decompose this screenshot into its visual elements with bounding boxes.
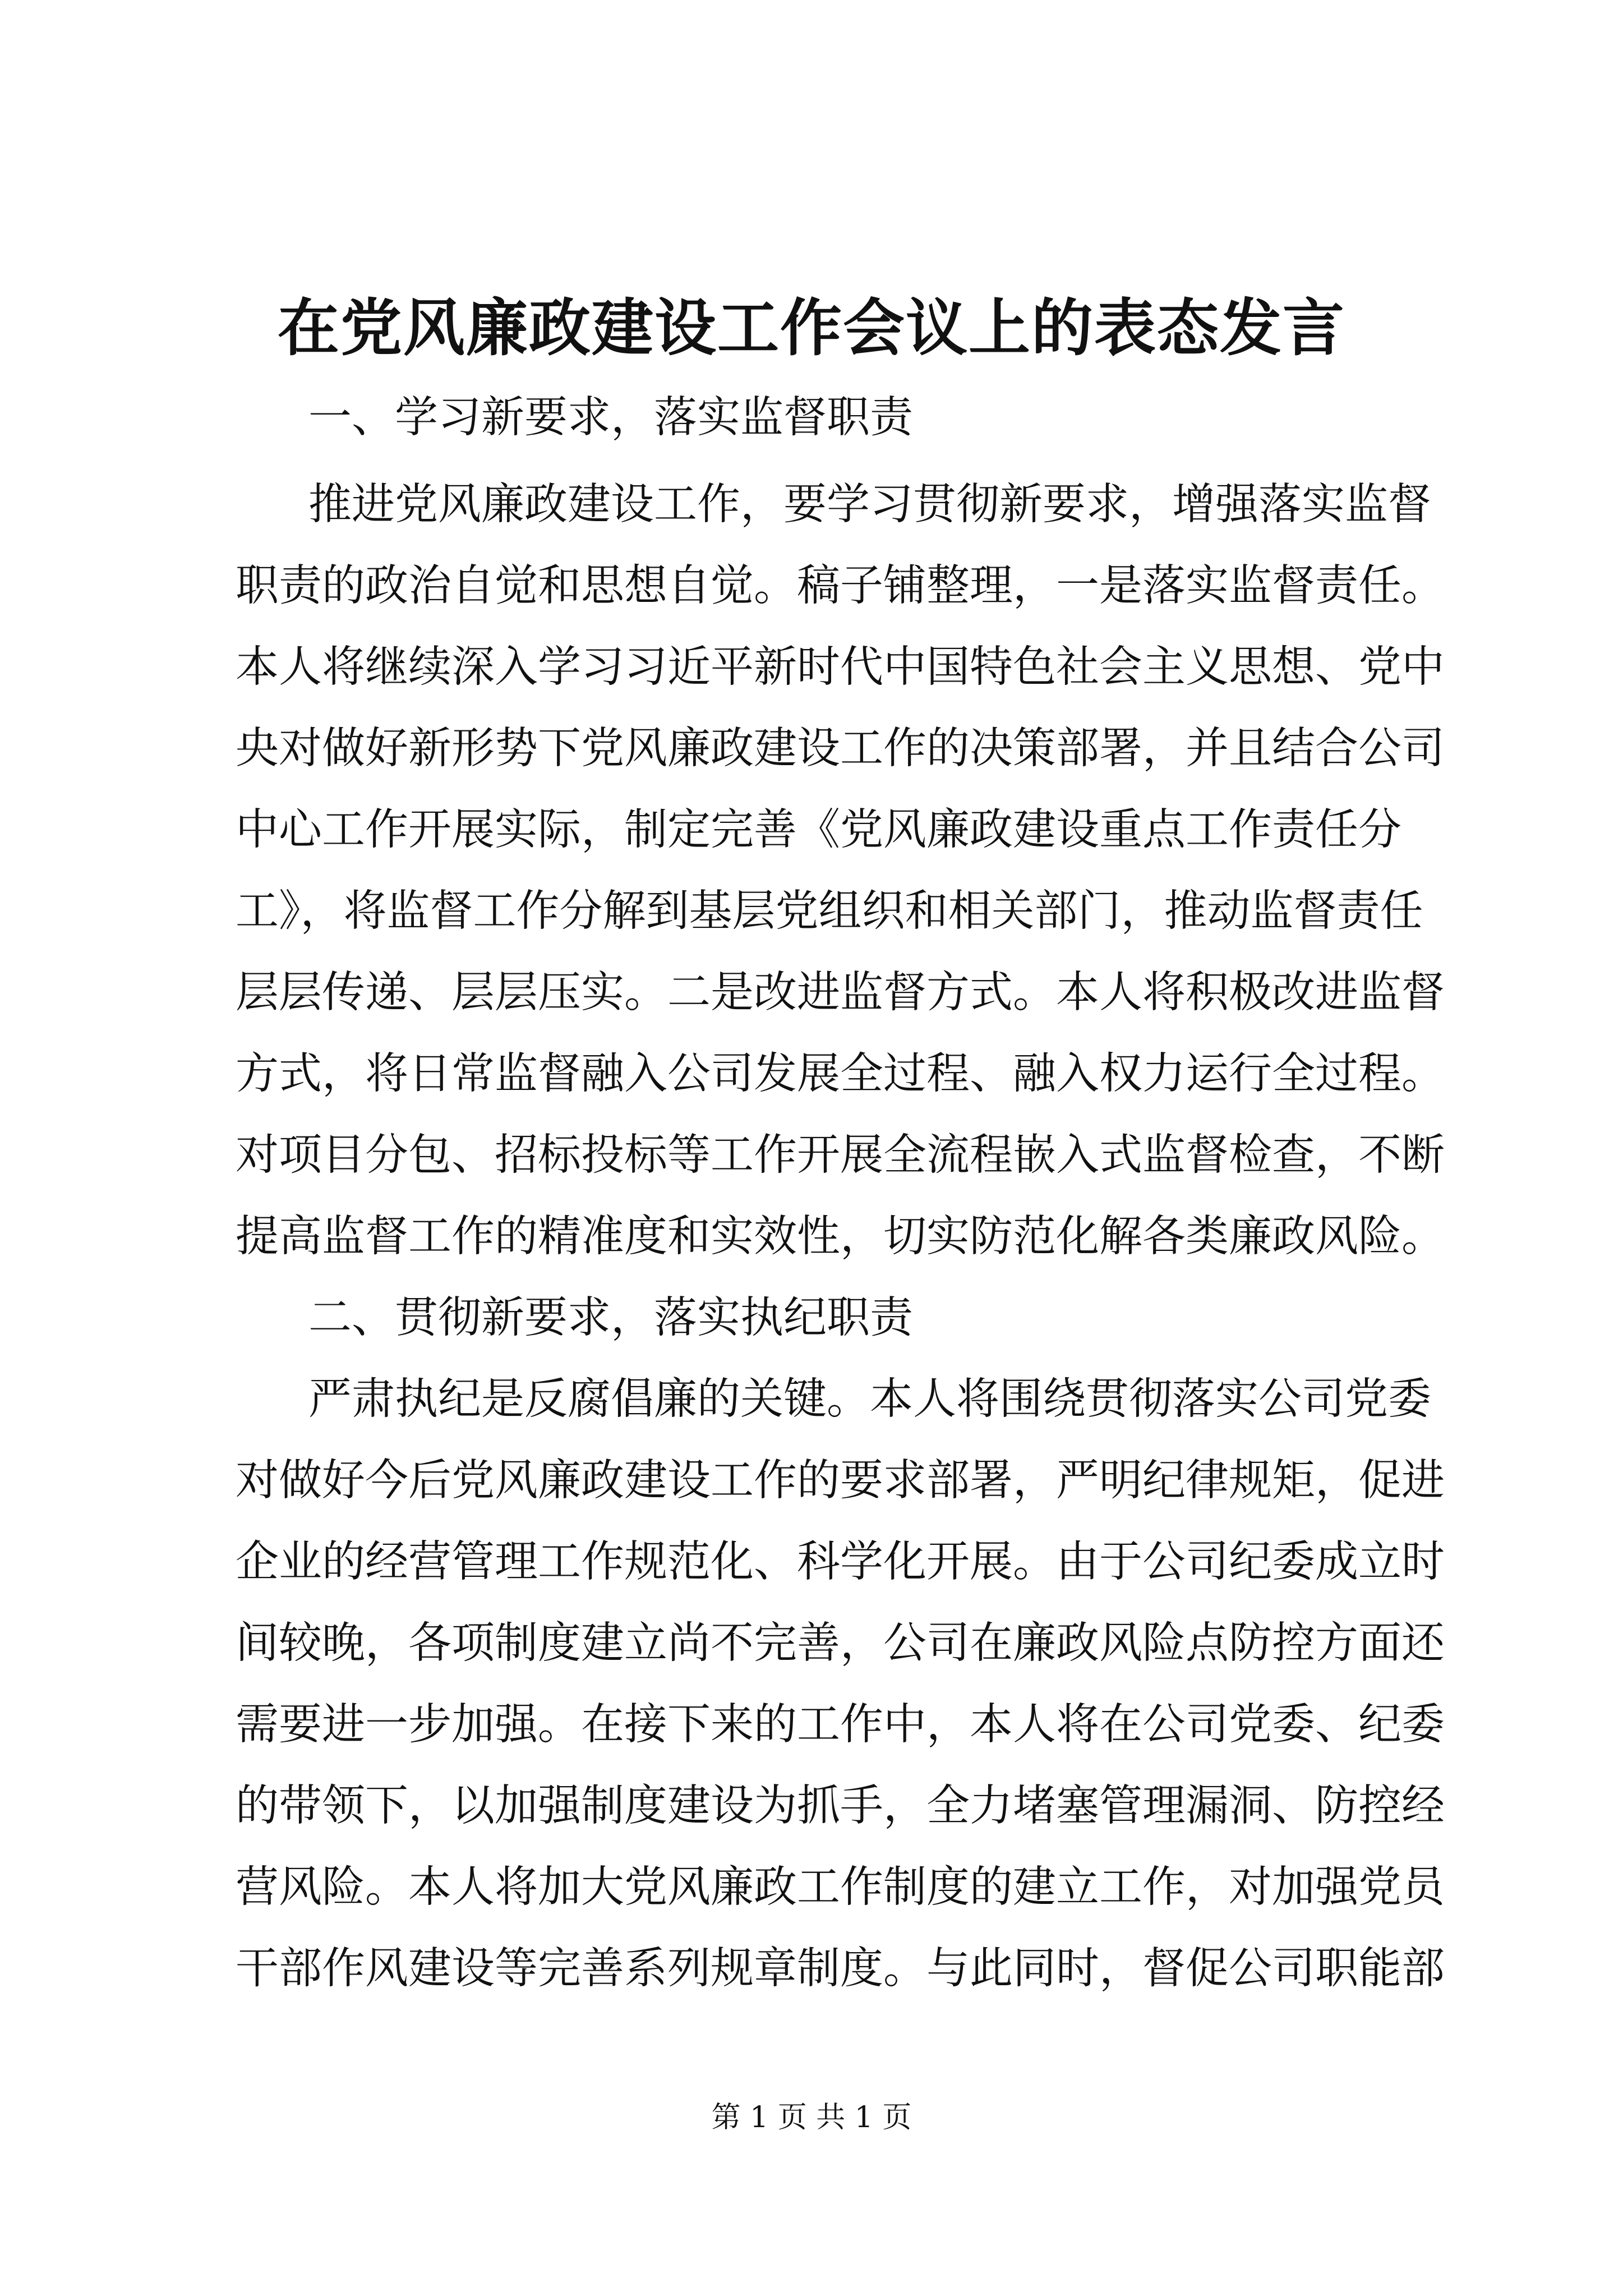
- paragraph-line: 严肃执纪是反腐倡廉的关键。本人将围绕贯彻落实公司党委: [308, 1374, 1431, 1424]
- paragraph-line: 中心工作开展实际，制定完善《党风廉政建设重点工作责任分: [236, 805, 1401, 855]
- paragraph-line: 对做好今后党风廉政建设工作的要求部署，严明纪律规矩，促进: [236, 1456, 1445, 1506]
- paragraph-line: 间较晚，各项制度建立尚不完善，公司在廉政风险点防控方面还: [236, 1618, 1445, 1668]
- paragraph-line: 需要进一步加强。在接下来的工作中，本人将在公司党委、纪委: [236, 1700, 1445, 1750]
- paragraph-line: 干部作风建设等完善系列规章制度。与此同时，督促公司职能部: [236, 1944, 1445, 1994]
- page-footer: 第 1 页 共 1 页: [711, 2101, 912, 2134]
- paragraph-line: 职责的政治自觉和思想自觉。稿子铺整理，一是落实监督责任。: [236, 561, 1445, 611]
- paragraph-line: 的带领下，以加强制度建设为抓手，全力堵塞管理漏洞、防控经: [236, 1781, 1445, 1831]
- document-title: 在党风廉政建设工作会议上的表态发言: [278, 292, 1345, 364]
- paragraph-line: 推进党风廉政建设工作，要学习贯彻新要求，增强落实监督: [308, 480, 1431, 530]
- section-heading-2: 二、贯彻新要求，落实执纪职责: [308, 1293, 913, 1343]
- paragraph-line: 企业的经营管理工作规范化、科学化开展。由于公司纪委成立时: [236, 1537, 1445, 1587]
- paragraph-line: 方式，将日常监督融入公司发展全过程、融入权力运行全过程。: [236, 1049, 1445, 1099]
- paragraph-line: 营风险。本人将加大党风廉政工作制度的建立工作，对加强党员: [236, 1862, 1445, 1912]
- paragraph-line: 层层传递、层层压实。二是改进监督方式。本人将积极改进监督: [236, 968, 1445, 1018]
- paragraph-line: 提高监督工作的精准度和实效性，切实防范化解各类廉政风险。: [236, 1212, 1445, 1262]
- paragraph-line: 本人将继续深入学习习近平新时代中国特色社会主义思想、党中: [236, 642, 1445, 692]
- paragraph-line: 工》，将监督工作分解到基层党组织和相关部门，推动监督责任: [236, 886, 1423, 936]
- section-heading-1: 一、学习新要求，落实监督职责: [308, 393, 913, 443]
- paragraph-line: 央对做好新形势下党风廉政建设工作的决策部署，并且结合公司: [236, 724, 1445, 774]
- paragraph-line: 对项目分包、招标投标等工作开展全流程嵌入式监督检查，不断: [236, 1130, 1445, 1180]
